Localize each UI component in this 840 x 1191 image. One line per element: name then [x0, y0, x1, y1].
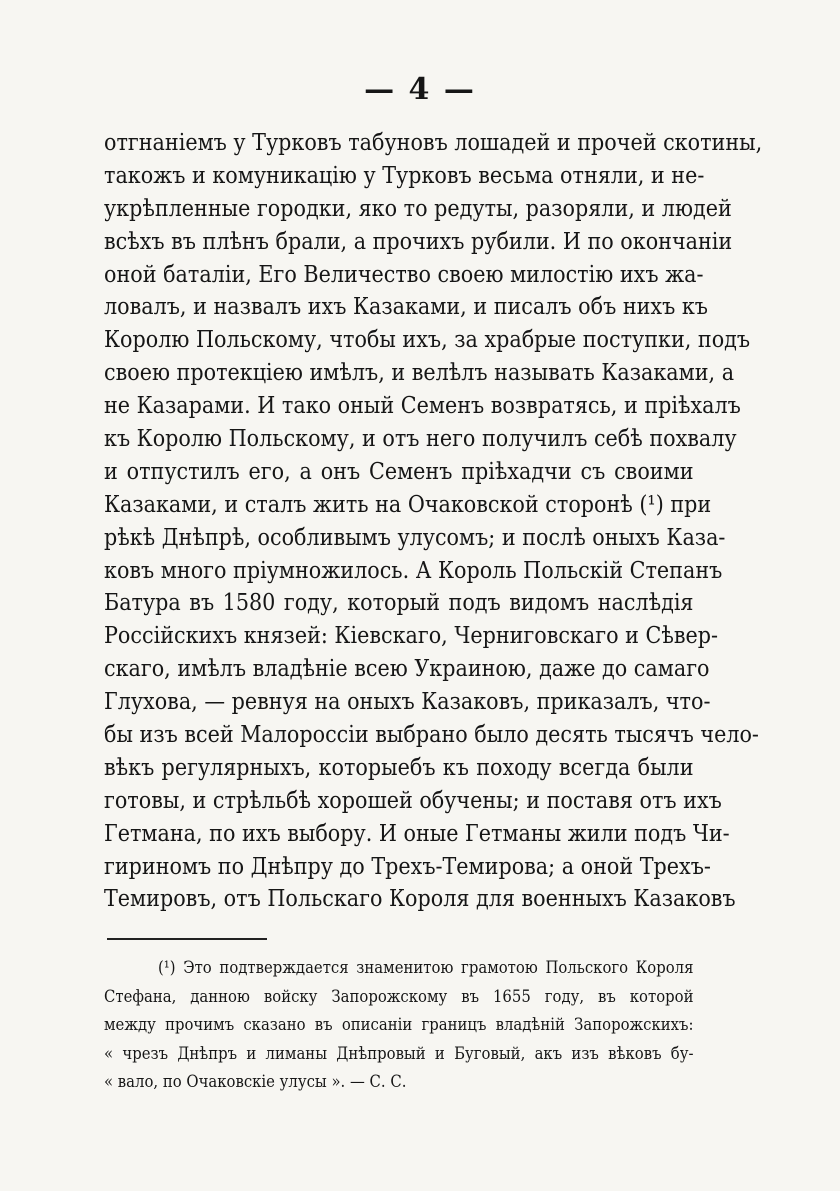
- text-line: Гетмана, по ихъ выбору. И оные Гетманы жили подъ Чи-: [104, 820, 730, 847]
- text-line: Глухова, — ревнуя на оныхъ Казаковъ, приказалъ, что-: [104, 689, 711, 716]
- text-line: ковъ много пріумножилось. А Король Польскій Степанъ: [104, 557, 723, 584]
- text-line: гириномъ по Днѣпру до Трехъ-Темирова; а оной Трехъ-: [104, 853, 711, 880]
- text-line: не Казарами. И тако оный Семенъ возвратясь, и пріѣхалъ: [104, 393, 741, 420]
- footnote-line: между прочимъ сказано въ описаніи границъ владѣній Запорожскихъ:: [104, 1015, 694, 1035]
- text-line: ловалъ, и назвалъ ихъ Казаками, и писалъ объ нихъ къ: [104, 294, 708, 321]
- text-line: укрѣпленные городки, яко то редуты, разоряли, и людей: [104, 195, 732, 222]
- text-line: отгнаніемъ у Турковъ табуновъ лошадей и прочей скотины,: [104, 130, 763, 156]
- text-line: къ Королю Польскому, и отъ него получилъ себѣ похвалу: [104, 426, 737, 453]
- page-number: — 4 —: [364, 72, 476, 107]
- text-line: рѣкѣ Днѣпрѣ, особливымъ улусомъ; и послѣ оныхъ Каза-: [104, 524, 726, 551]
- text-line: вѣкъ регулярныхъ, которыебъ къ походу всегда были: [104, 754, 694, 781]
- footnote-line: « чрезъ Днѣпръ и лиманы Днѣпровый и Буговый, акъ изъ вѣковъ бу-: [104, 1043, 694, 1063]
- text-line: и отпустилъ его, а онъ Семенъ пріѣхадчи съ своими: [104, 458, 694, 485]
- main-text: [104, 127, 763, 916]
- footnote: [104, 954, 694, 1097]
- text-line: своею протекціею имѣлъ, и велѣлъ называть Казаками, а: [104, 360, 735, 387]
- text-line: готовы, и стрѣльбѣ хорошей обучены; и поставя отъ ихъ: [104, 787, 722, 814]
- text-line: бы изъ всей Малороссіи выбрано было десять тысячъ чело-: [104, 722, 759, 749]
- text-line: всѣхъ въ плѣнъ брали, а прочихъ рубили. И по окончаніи: [104, 228, 733, 255]
- footnote-separator: [107, 938, 267, 940]
- text-line: оной баталіи, Его Величество своею милостію ихъ жа-: [104, 261, 704, 288]
- footnote-line: « вало, по Очаковскіе улусы ». — С. С.: [104, 1072, 407, 1092]
- text-line: скаго, имѣлъ владѣніе всею Украиною, даже до самаго: [104, 656, 710, 683]
- text-line: Королю Польскому, чтобы ихъ, за храбрые поступки, подъ: [104, 327, 751, 354]
- footnote-line: (¹) Это подтверждается знаменитою грамотою Польского Короля: [158, 958, 694, 977]
- text-line: такожъ и комуникацію у Турковъ весьма отняли, и не-: [104, 162, 705, 189]
- text-line: Казаками, и сталъ жить на Очаковской сторонѣ (¹) при: [104, 491, 712, 518]
- text-line: Темировъ, отъ Польскаго Короля для военныхъ Казаковъ: [104, 886, 736, 913]
- text-line: Батура въ 1580 году, который подъ видомъ наслѣдія: [104, 590, 694, 617]
- footnote-line: Стефана, данною войску Запорожскому въ 1655 году, въ которой: [104, 986, 694, 1006]
- text-line: Россійскихъ князей: Кіевскаго, Черниговскаго и Сѣвер-: [104, 623, 718, 650]
